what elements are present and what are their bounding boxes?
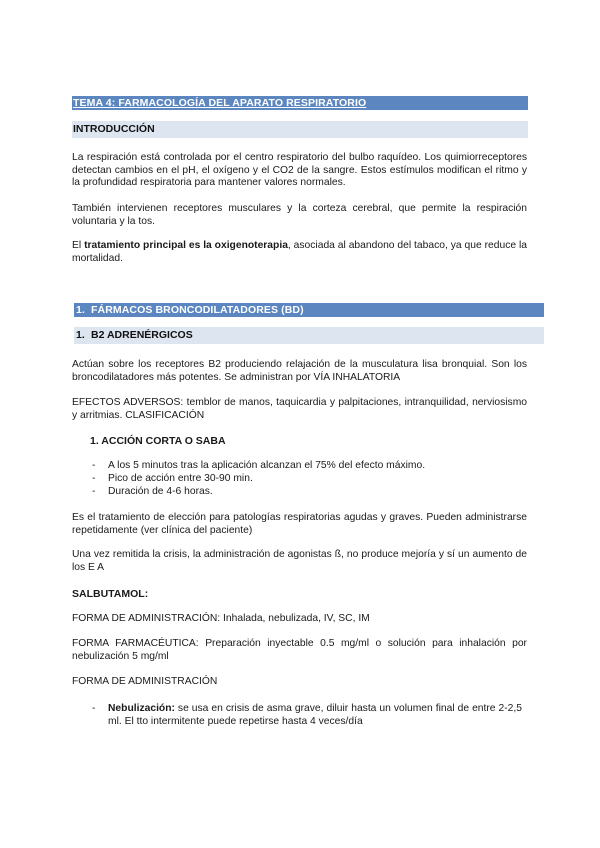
intro-paragraph-2: También intervienen receptores musculares y la corteza cerebral, que permite la respiración voluntaria y la tos.: [72, 203, 527, 227]
saba-paragraph-2: Una vez remitida la crisis, la administración de agonistas ß, no produce mejoría y sí un aumento de los E A: [72, 549, 527, 573]
section-1-number: 1.: [76, 304, 85, 316]
list-item: [92, 703, 522, 728]
bullet-dash: -: [92, 460, 96, 471]
subsection-1-title: B2 ADRENÉRGICOS: [91, 329, 193, 341]
intro-p3-pre: El: [72, 240, 85, 251]
bullet-text: Duración de 4-6 horas.: [108, 486, 213, 497]
bullet-text: A los 5 minutos tras la aplicación alcanzan el 75% del efecto máximo.: [108, 460, 426, 471]
salbutamol-forma-administracion-2: FORMA DE ADMINISTRACIÓN: [72, 676, 218, 687]
bullet-dash: -: [92, 486, 96, 497]
b2-paragraph-1: Actúan sobre los receptores B2 produciendo relajación de la musculatura lisa bronquial. Son los broncodilatadores más potentes. Se administran por VÍA INHALATORIA: [72, 359, 527, 383]
salbutamol-forma-administracion: FORMA DE ADMINISTRACIÓN: Inhalada, nebulizada, IV, SC, IM: [72, 613, 370, 624]
section-1-bar: [74, 303, 544, 317]
b2-paragraph-2: EFECTOS ADVERSOS: temblor de manos, taquicardia y palpitaciones, intranquilidad, nerviosismo y arritmias. CLASIFICACIÓN: [72, 397, 527, 421]
bullet-bold: Nebulización:: [108, 703, 175, 714]
document-title-bar: [72, 96, 528, 110]
intro-p3-bold: tratamiento principal es la oxigenoterapia: [84, 240, 288, 251]
list-item: [92, 460, 522, 473]
bullet-text: Pico de acción entre 30-90 min.: [108, 473, 253, 484]
intro-paragraph-3: [72, 240, 527, 265]
saba-paragraph-1: Es el tratamiento de elección para patologías respiratorias agudas y graves. Pueden administrarse repetidamente (ver clínica del paciente): [72, 512, 527, 536]
bullet-rest: se usa en crisis de asma grave, diluir hasta un volumen final de entre 2-2,5 ml. El tto intermitente puede repetirse hasta 4 veces/día: [108, 703, 522, 727]
section-1-title: FÁRMACOS BRONCODILATADORES (BD): [91, 304, 304, 316]
intro-paragraph-1: La respiración está controlada por el centro respiratorio del bulbo raquídeo. Los quimiorreceptores detectan cambios en el pH, el oxígeno y el CO2 de la sangre. Estos estímulos modifican el ritmo y la profundidad respiratoria para mantener valores normales.: [72, 152, 527, 189]
salbutamol-forma-farmaceutica: FORMA FARMACÉUTICA: Preparación inyectable 0.5 mg/ml o solución para inhalación por nebulización 5 mg/ml: [72, 638, 527, 662]
saba-heading: 1. ACCIÓN CORTA O SABA: [90, 435, 226, 447]
intro-p3-post: , asociada al abandono del tabaco, ya que reduce la mortalidad.: [72, 240, 527, 264]
intro-heading: INTRODUCCIÓN: [73, 123, 155, 135]
list-item: [92, 486, 522, 499]
list-item: [92, 473, 522, 486]
subsection-1-number: 1.: [76, 329, 85, 341]
intro-heading-bar: [72, 121, 528, 138]
subsection-1-bar: [74, 327, 544, 344]
bullet-dash: -: [92, 703, 96, 714]
salbutamol-heading: SALBUTAMOL:: [72, 588, 149, 600]
document-title: TEMA 4: FARMACOLOGÍA DEL APARATO RESPIRATORIO: [73, 97, 367, 109]
bullet-text: [108, 703, 522, 728]
bullet-dash: -: [92, 473, 96, 484]
